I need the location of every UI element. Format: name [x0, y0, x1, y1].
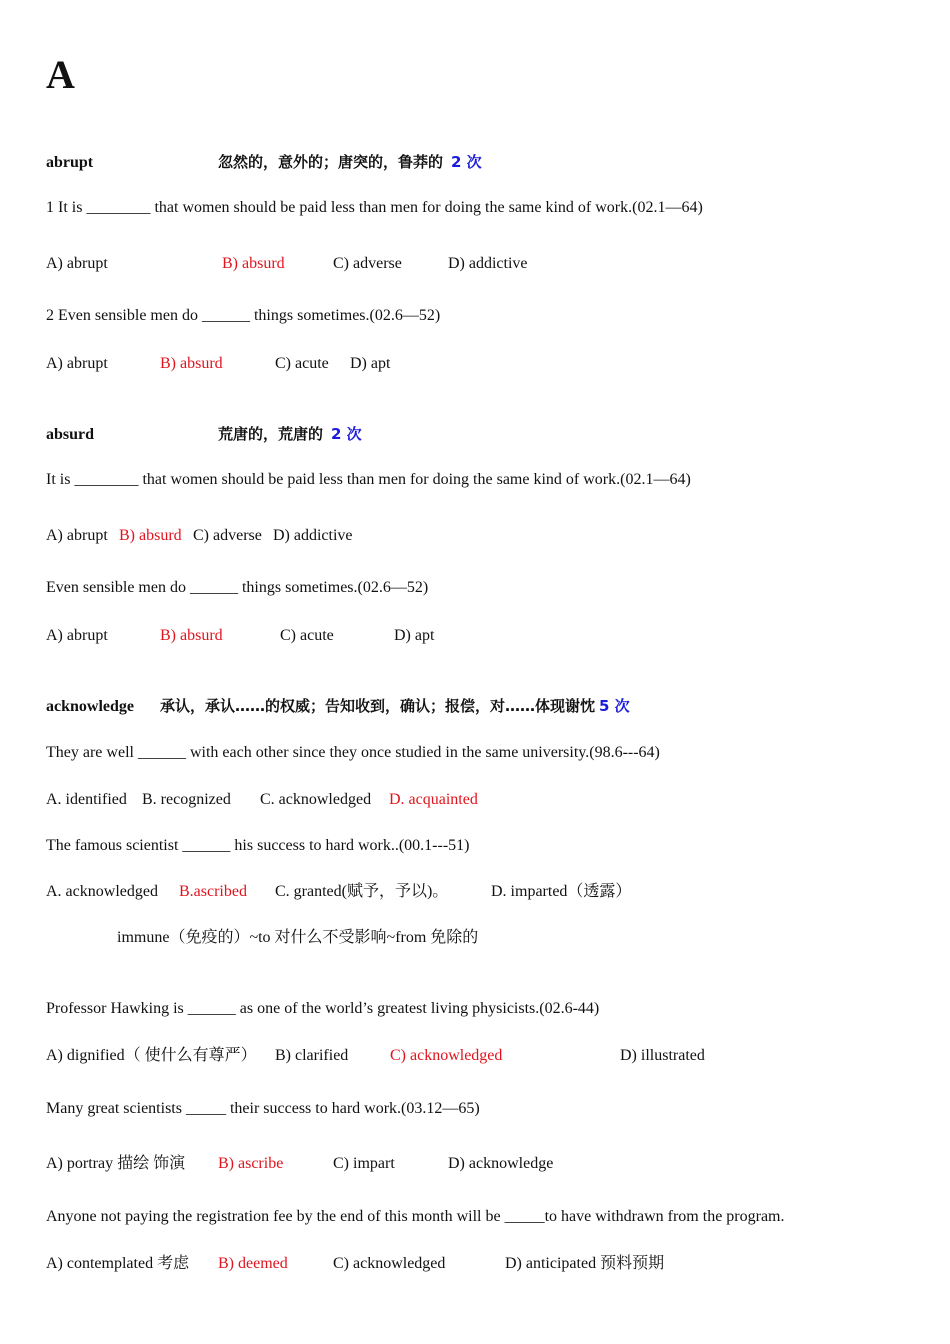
option-b-answer: B) deemed [218, 1255, 288, 1272]
option-d: D) anticipated 预料预期 [505, 1255, 665, 1272]
section-letter: A [46, 52, 75, 97]
option-c: C. granted(赋予，予以)。 [275, 883, 449, 900]
option-b-answer: B) absurd [222, 255, 285, 272]
option-d: D) illustrated [620, 1047, 705, 1064]
question-text: 1 It is ________ that women should be paid less than men for doing the same kind of work.(02.1—64) [46, 199, 703, 216]
option-d: D) apt [350, 355, 391, 372]
option-c: C) adverse [193, 527, 262, 544]
option-d: D) apt [394, 627, 435, 644]
option-b: B. recognized [142, 791, 231, 808]
question-text: They are well ______ with each other since they once studied in the same university.(98.6---64) [46, 744, 660, 761]
option-d: D) addictive [448, 255, 528, 272]
option-a: A) abrupt [46, 355, 108, 372]
option-a: A) contemplated 考虑 [46, 1255, 190, 1272]
option-a: A. identified [46, 791, 127, 808]
option-a: A) abrupt [46, 255, 108, 272]
option-a: A) abrupt [46, 527, 108, 544]
headword: acknowledge [46, 698, 134, 715]
option-b-answer: B) absurd [160, 627, 223, 644]
option-a: A. acknowledged [46, 883, 158, 900]
option-c-answer: C) acknowledged [390, 1047, 503, 1064]
headword: absurd [46, 426, 95, 443]
option-d: D) addictive [273, 527, 353, 544]
question-text: 2 Even sensible men do ______ things sometimes.(02.6—52) [46, 307, 441, 324]
option-c: C) adverse [333, 255, 402, 272]
option-c: C) acknowledged [333, 1255, 446, 1272]
occurrence-count: 2 次 [451, 153, 482, 171]
occurrence-count: 5 次 [599, 697, 630, 715]
option-d: D. imparted（透露） [491, 883, 632, 900]
question-text: The famous scientist ______ his success to hard work..(00.1---51) [46, 837, 470, 854]
option-a: A) dignified（ 使什么有尊严） [46, 1047, 257, 1064]
entry-heading-absurd [46, 424, 362, 445]
option-b-answer: B) absurd [160, 355, 223, 372]
option-d-answer: D. acquainted [389, 791, 478, 808]
headword: abrupt [46, 154, 94, 171]
entry-heading-abrupt [46, 152, 482, 173]
option-a: A) abrupt [46, 627, 108, 644]
option-b-answer: B.ascribed [179, 883, 247, 900]
option-c: C) acute [275, 355, 329, 372]
option-a: A) portray 描绘 饰演 [46, 1155, 186, 1172]
question-text: Anyone not paying the registration fee by the end of this month will be _____to have withdrawn from the program. [46, 1208, 785, 1225]
question-text: It is ________ that women should be paid less than men for doing the same kind of work.(02.1—64) [46, 471, 691, 488]
option-c: C) impart [333, 1155, 395, 1172]
option-c: C) acute [280, 627, 334, 644]
option-d: D) acknowledge [448, 1155, 554, 1172]
question-text: Even sensible men do ______ things sometimes.(02.6—52) [46, 579, 429, 596]
question-text: Professor Hawking is ______ as one of the world’s greatest living physicists.(02.6-44) [46, 1000, 600, 1017]
definition: 承认，承认……的权威；告知收到，确认；报偿，对……体现谢忱 [160, 697, 596, 715]
option-b-answer: B) ascribe [218, 1155, 284, 1172]
option-b-answer: B) absurd [119, 527, 182, 544]
occurrence-count: 2 次 [331, 425, 362, 443]
entry-heading-acknowledge [46, 696, 630, 717]
note-text: immune（免疫的）~to 对什么不受影响~from 免除的 [117, 929, 479, 946]
option-c: C. acknowledged [260, 791, 372, 808]
option-b: B) clarified [275, 1047, 349, 1064]
definition: 忽然的，意外的；唐突的，鲁莽的 [218, 153, 444, 171]
definition: 荒唐的，荒唐的 [218, 425, 324, 443]
question-text: Many great scientists _____ their success to hard work.(03.12—65) [46, 1100, 480, 1117]
